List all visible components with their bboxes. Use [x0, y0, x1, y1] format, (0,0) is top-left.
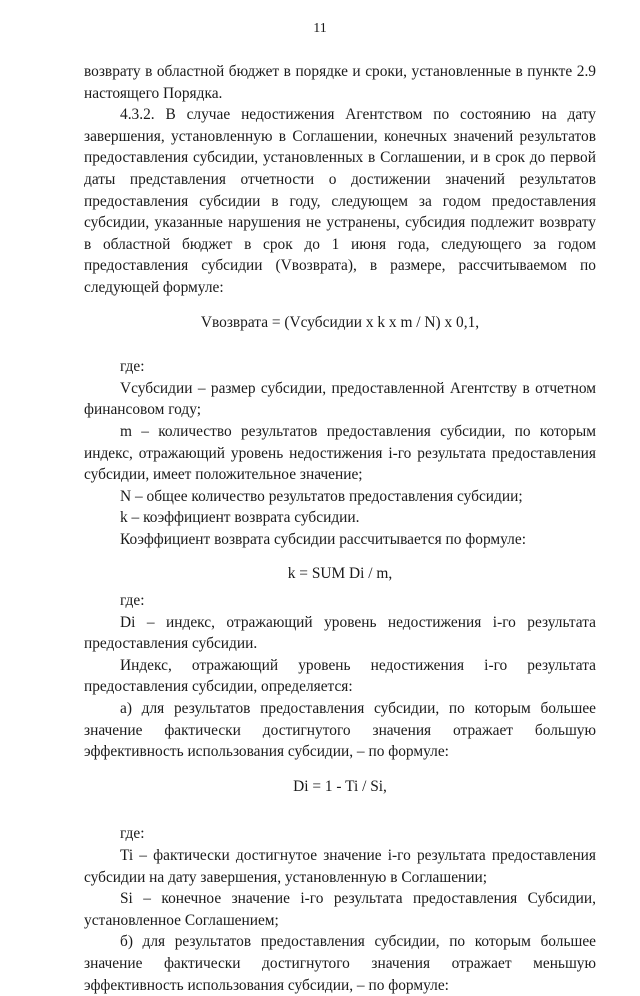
definition-k: k – коэффициент возврата субсидии. [120, 509, 360, 527]
case-a: а) для результатов предоставления субсидии, по которым большее значение фактически достигнутого значения отражает большую эффективность использования субсидии, – по формуле: [84, 700, 596, 761]
paragraph-4-3-2: 4.3.2. В случае недостижения Агентством по состоянию на дату завершения, установленную в Соглашении, конечных значений результатов предоставления субсидии, установленных в Соглашении, и в срок до первой даты представления отчетности о достижении значений результатов предоставления субсидии в году, следующем за годом предоставления субсидии, указанные нарушения не устранены, субсидия подлежит возврату в областной бюджет в срок до 1 июня года, следующего за годом предоставления субсидии (Vвозврата), в размере, рассчитываемом по следующей формуле: [84, 106, 596, 296]
k-formula-intro: Коэффициент возврата субсидии рассчитывается по формуле: [120, 530, 526, 548]
case-b: б) для результатов предоставления субсидии, по которым большее значение фактически достигнутого значения отражает меньшую эффективность использования субсидии, – по формуле: [84, 933, 596, 994]
paragraph-continuation: возврату в областной бюджет в порядке и сроки, установленные в пункте 2.9 настоящего Порядка. [84, 63, 596, 102]
formula-v-return: Vвозврата = (Vсубсидии x k x m / N) x 0,1, [200, 313, 480, 331]
page-number: 11 [313, 21, 327, 36]
definition-si: Si – конечное значение i-го результата предоставления Субсидии, установленное Соглашением; [84, 890, 596, 929]
where-label: где: [120, 358, 145, 376]
document-body [84, 61, 596, 996]
where-label: где: [120, 825, 145, 843]
formula-k: k = SUM Di / m, [287, 565, 393, 583]
definition-n: N – общее количество результатов предоставления субсидии; [120, 487, 523, 505]
formula-di: Di = 1 - Ti / Si, [293, 777, 387, 795]
definition-m: m – количество результатов предоставления субсидии, по которым индекс, отражающий уровень недостижения i-го результата предоставления субсидии, имеет положительное значение; [84, 422, 596, 484]
definition-di: Di – индекс, отражающий уровень недостижения i-го результата предоставления субсидии. [84, 613, 596, 653]
definition-ti: Ti – фактически достигнутое значение i-го результата предоставления субсидии на дату завершения, установленную в Соглашении; [84, 847, 596, 886]
definition-v-subsidy: Vсубсидии – размер субсидии, предоставленной Агентству в отчетном финансовом году; [84, 379, 596, 419]
where-label: где: [120, 592, 145, 610]
index-definition-intro: Индекс, отражающий уровень недостижения i-го результата предоставления субсидии, определяется: [84, 656, 596, 696]
